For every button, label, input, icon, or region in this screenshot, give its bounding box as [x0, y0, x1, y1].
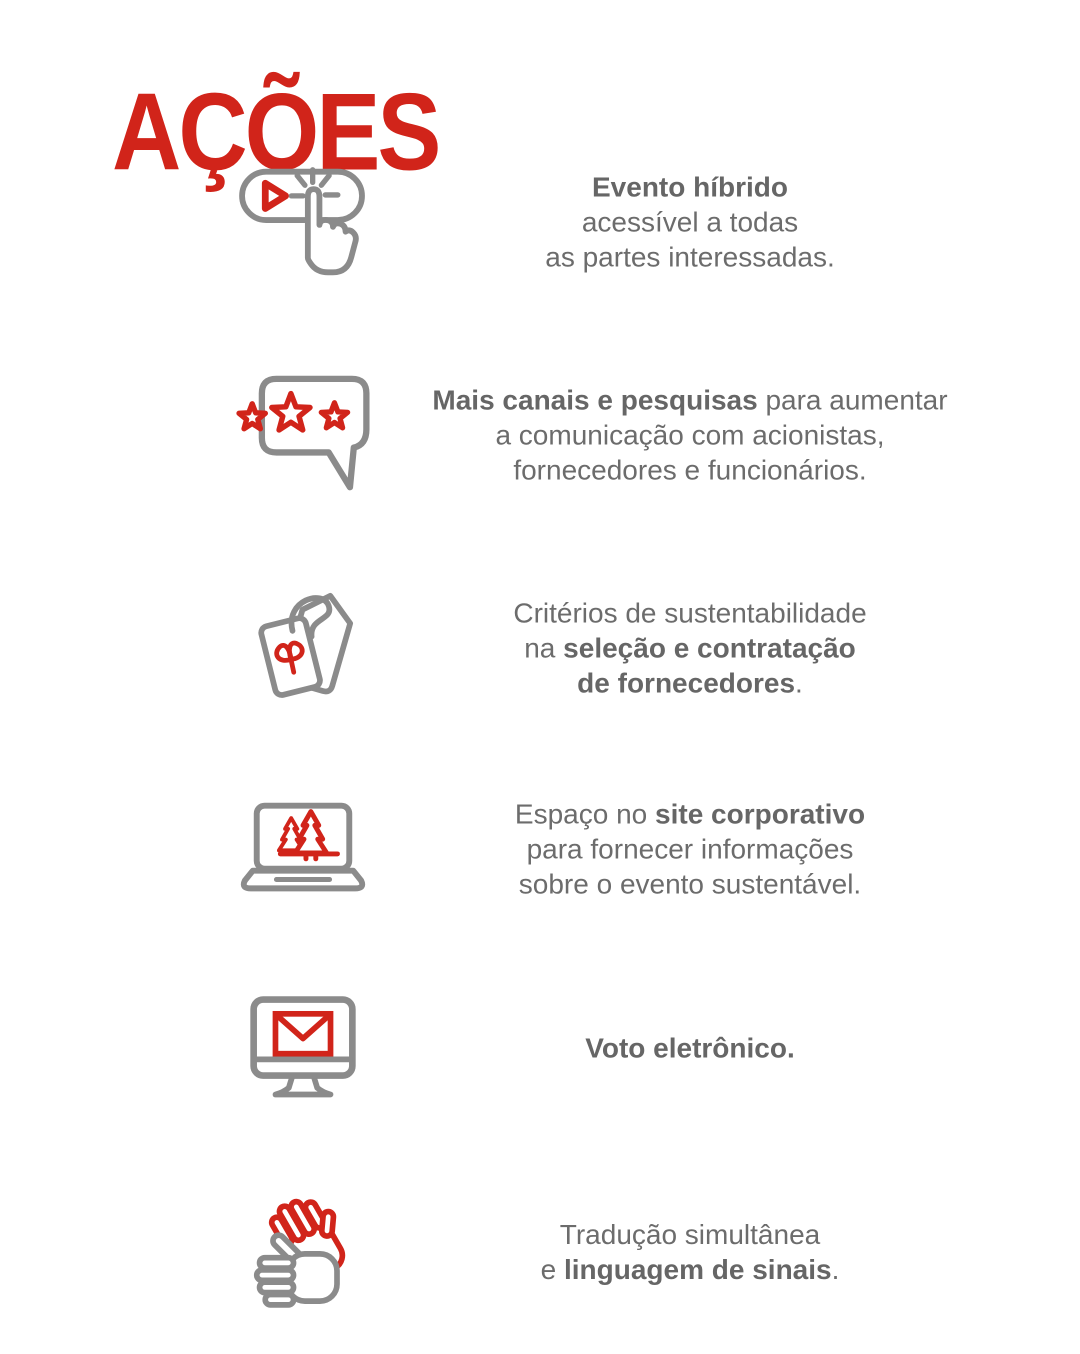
- action-row-channels-surveys: [0, 326, 1080, 544]
- text-line: [400, 205, 980, 240]
- text-line: [400, 666, 980, 701]
- text-segment-bold: linguagem de sinais: [563, 1254, 832, 1285]
- text-line: [400, 453, 980, 488]
- text-segment: e: [540, 1254, 564, 1285]
- text-segment-bold: seleção e contratação: [563, 632, 856, 664]
- text-segment: sobre o evento sustentável.: [518, 868, 862, 900]
- text-segment: para aumentar: [757, 384, 948, 416]
- action-text: [400, 596, 980, 701]
- text-line: [400, 383, 980, 418]
- action-row-sign-language: [0, 1150, 1080, 1354]
- text-segment-bold: Mais canais e pesquisas: [432, 384, 758, 416]
- text-line: [400, 1252, 980, 1287]
- text-segment: as partes interessadas.: [545, 241, 835, 273]
- text-line: [400, 1217, 980, 1252]
- page-title: AÇÕES: [112, 71, 439, 194]
- text-segment: na: [524, 632, 564, 664]
- text-segment: Tradução simultânea: [559, 1219, 821, 1250]
- action-text: [400, 383, 980, 488]
- text-segment: fornecedores e funcionários.: [513, 454, 867, 486]
- text-segment-bold: Voto eletrônico.: [585, 1032, 795, 1064]
- text-line: [400, 867, 980, 902]
- action-text: [400, 1031, 980, 1066]
- monitor-mail-icon: [247, 995, 359, 1102]
- action-row-hybrid-event: [0, 118, 1080, 326]
- text-segment: Espaço no: [514, 798, 656, 830]
- action-row-corporate-site: [0, 752, 1080, 946]
- action-list: [0, 118, 1080, 1354]
- chat-bubble-stars-icon: [228, 371, 378, 499]
- text-segment: .: [795, 667, 803, 699]
- text-segment: a comunicação com acionistas,: [495, 419, 885, 451]
- text-segment: para fornecer informações: [526, 833, 854, 865]
- action-text: [400, 797, 980, 902]
- eco-tag-icon: [251, 581, 356, 715]
- text-line: [400, 1031, 980, 1066]
- text-segment: acessível a todas: [581, 206, 799, 238]
- text-line: [400, 797, 980, 832]
- text-line: [400, 170, 980, 205]
- action-text: [400, 1217, 980, 1287]
- text-line: [400, 631, 980, 666]
- text-segment-bold: de fornecedores: [577, 667, 796, 699]
- text-segment-bold: Evento híbrido: [592, 171, 788, 203]
- sign-language-hands-icon: [252, 1194, 354, 1310]
- text-line: [400, 596, 980, 631]
- text-segment: Critérios de sustentabilidade: [513, 597, 867, 629]
- play-button-click-icon: [235, 163, 371, 281]
- action-text: [400, 170, 980, 275]
- action-row-electronic-vote: [0, 946, 1080, 1150]
- text-line: [400, 418, 980, 453]
- text-segment: .: [831, 1254, 840, 1285]
- text-line: [400, 832, 980, 867]
- text-segment-bold: site corporativo: [655, 798, 866, 830]
- laptop-trees-icon: [239, 802, 367, 897]
- action-row-supplier-criteria: [0, 544, 1080, 752]
- text-line: [400, 240, 980, 275]
